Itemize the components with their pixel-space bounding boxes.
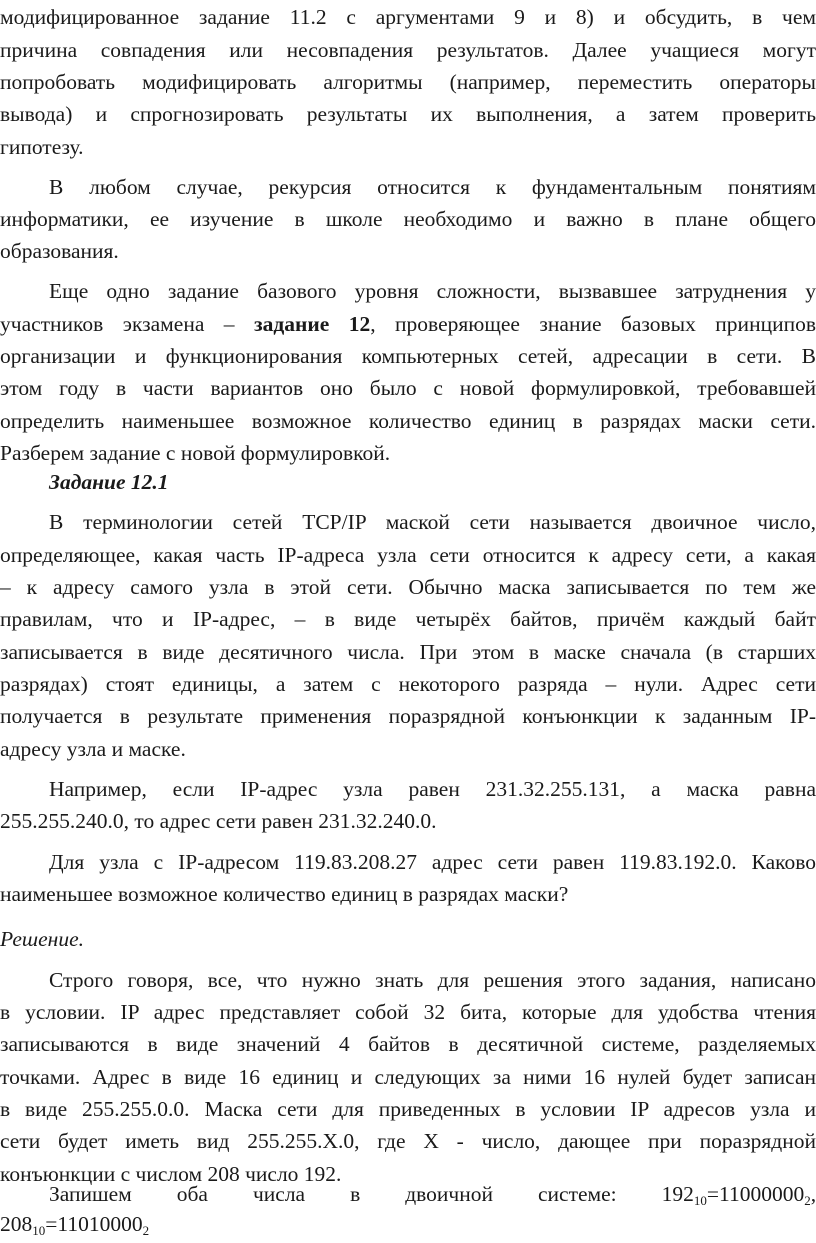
comma: , xyxy=(810,1182,816,1206)
paragraph-6-line-1: Для узла с IP-адресом 119.83.208.27 адрес сети равен 119.83.192.0. Каково xyxy=(49,850,816,874)
binary-value-192: =11000000 xyxy=(706,1182,805,1206)
p8-word-6: системе: xyxy=(537,1182,617,1206)
paragraph-4-line-7: получается в результате применения поразрядной конъюнкции к заданным IP- xyxy=(0,704,816,728)
task-12-reference: задание 12 xyxy=(253,312,371,336)
base-2-subscript-2: 2 xyxy=(142,1223,150,1238)
paragraph-4-line-8: адресу узла и маске. xyxy=(0,737,186,761)
number-192: 192 xyxy=(661,1182,694,1206)
p8-word-2: оба xyxy=(176,1182,208,1206)
paragraph-1-line-3: попробовать модифицировать алгоритмы (например, переместить операторы xyxy=(0,70,816,94)
paragraph-3-line-6: Разберем задание с новой формулировкой. xyxy=(0,441,391,465)
paragraph-3-line-2-end: , проверяющее знание базовых принципов xyxy=(370,312,816,336)
solution-heading: Решение. xyxy=(0,927,85,951)
paragraph-7-line-4: точками. Адрес в виде 16 единиц и следующих за ними 16 нулей будет записан xyxy=(0,1065,816,1089)
paragraph-4-line-3: – к адресу самого узла в этой сети. Обычно маска записывается по тем же xyxy=(0,575,816,599)
paragraph-3-line-1: Еще одно задание базового уровня сложности, вызвавшее затруднения у xyxy=(49,279,816,303)
paragraph-3-line-5: определить наименьшее возможное количество единиц в разрядах маски сети. xyxy=(0,409,816,433)
task-heading: Задание 12.1 xyxy=(49,470,169,494)
paragraph-6-line-2: наименьшее возможное количество единиц в разрядах маски? xyxy=(0,882,569,906)
paragraph-5-line-1: Например, если IP-адрес узла равен 231.32.255.131, а маска равна xyxy=(49,777,816,801)
p8-word-3: числа xyxy=(252,1182,306,1206)
binary-value-208: =11010000 xyxy=(45,1212,143,1236)
paragraph-5-line-2: 255.255.240.0, то адрес сети равен 231.32.240.0. xyxy=(0,809,437,833)
paragraph-1-line-4: вывода) и спрогнозировать результаты их выполнения, а затем проверить xyxy=(0,102,816,126)
p8-word-5: двоичной xyxy=(405,1182,493,1206)
paragraph-4-line-6: разрядах) стоят единицы, а затем с некоторого разряда – нули. Адрес сети xyxy=(0,672,816,696)
base-10-subscript-2: 10 xyxy=(32,1223,46,1238)
paragraph-3-line-2-start: участников экзамена – xyxy=(0,312,254,336)
p8-word-1: Запишем xyxy=(49,1182,132,1206)
paragraph-7-line-5: в виде 255.255.0.0. Маска сети для приведенных в условии IP адресов узла и xyxy=(0,1097,816,1121)
paragraph-7-line-6: сети будет иметь вид 255.255.X.0, где X - число, дающее при поразрядной xyxy=(0,1129,816,1153)
paragraph-8-line-2 xyxy=(0,1211,816,1241)
paragraph-2-line-2: информатики, ее изучение в школе необходимо и важно в плане общего xyxy=(0,207,816,231)
paragraph-4-line-5: записывается в виде десятичного числа. При этом в маске сначала (в старших xyxy=(0,640,816,664)
paragraph-2-line-1: В любом случае, рекурсия относится к фундаментальным понятиям xyxy=(49,175,816,199)
paragraph-1-line-2: причина совпадения или несовпадения результатов. Далее учащиеся могут xyxy=(0,38,816,62)
paragraph-3-line-3: организации и функционирования компьютерных сетей, адресации в сети. В xyxy=(0,344,816,368)
paragraph-7-line-3: записываются в виде значений 4 байтов в десятичной системе, разделяемых xyxy=(0,1032,816,1056)
paragraph-3-line-2 xyxy=(0,311,816,341)
paragraph-4-line-4: правилам, что и IP-адрес, – в виде четырёх байтов, причём каждый байт xyxy=(0,607,816,631)
paragraph-7-line-1: Строго говоря, все, что нужно знать для решения этого задания, написано xyxy=(49,968,816,992)
paragraph-2-line-3: образования. xyxy=(0,239,119,263)
number-208: 208 xyxy=(0,1212,33,1236)
paragraph-3-line-4: этом году в части вариантов оно было с новой формулировкой, требовавшей xyxy=(0,376,816,400)
paragraph-7-line-7: конъюнкции с числом 208 число 192. xyxy=(0,1162,342,1186)
paragraph-1-line-1: модифицированное задание 11.2 с аргументами 9 и 8) и обсудить, в чем xyxy=(0,5,816,29)
binary-192 xyxy=(662,1182,816,1206)
p8-word-4: в xyxy=(350,1182,361,1206)
paragraph-1-line-5: гипотезу. xyxy=(0,135,84,159)
base-2-subscript: 2 xyxy=(804,1193,811,1208)
paragraph-8-line-1 xyxy=(49,1181,816,1211)
paragraph-4-line-1: В терминологии сетей TCP/IP маской сети называется двоичное число, xyxy=(49,510,816,534)
paragraph-7-line-2: в условии. IP адрес представляет собой 32 бита, которые для удобства чтения xyxy=(0,1000,816,1024)
base-10-subscript: 10 xyxy=(693,1193,707,1208)
paragraph-4-line-2: определяющее, какая часть IP-адреса узла сети относится к адресу сети, а какая xyxy=(0,543,816,567)
